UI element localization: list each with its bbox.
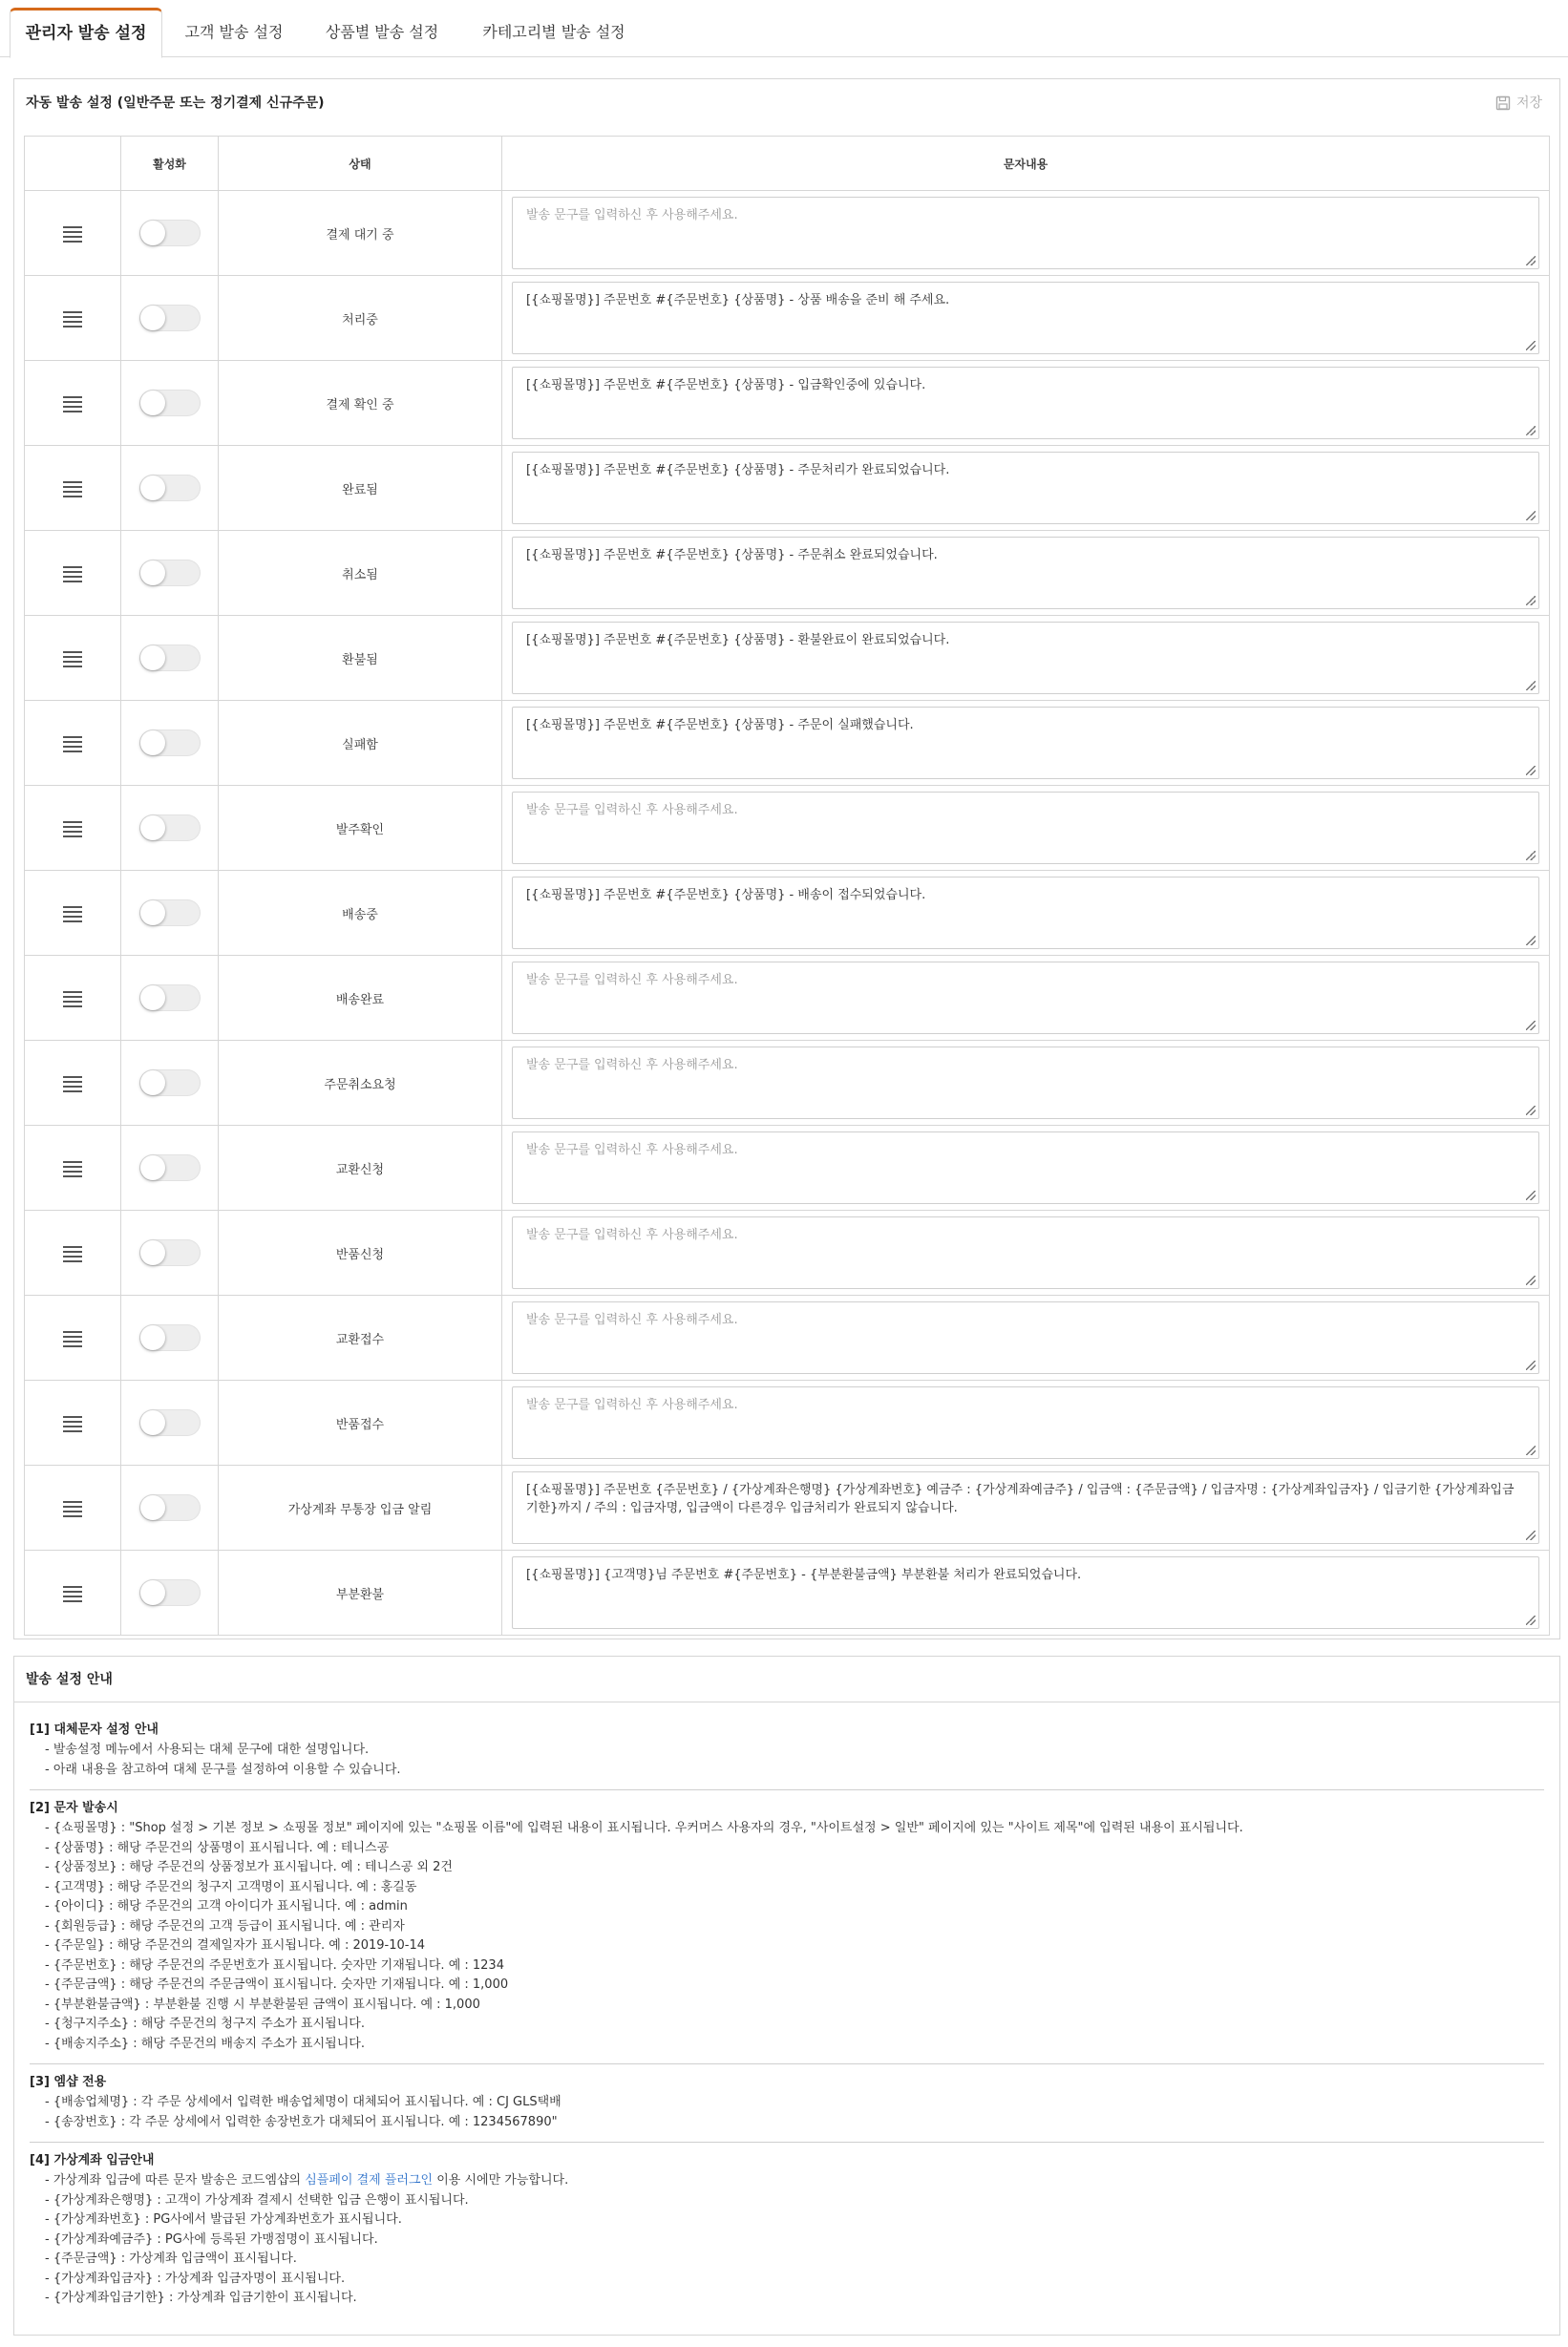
save-label: 저장: [1515, 95, 1542, 111]
message-cell: [502, 1211, 1550, 1296]
status-label: 배송완료: [219, 956, 502, 1041]
toggle-knob: [140, 391, 165, 415]
active-cell: [121, 446, 219, 531]
active-toggle[interactable]: [139, 729, 201, 756]
active-toggle[interactable]: [139, 1494, 201, 1521]
guide-line: - {가상계좌입금자} : 가상계좌 입금자명이 표시됩니다.: [45, 2271, 346, 2286]
status-label: 취소됨: [219, 531, 502, 616]
guide-line: [30, 2171, 1544, 2191]
guide-text: - 가상계좌 입금에 따른 문자 발송은 코드엠샵의: [45, 2173, 306, 2188]
message-textarea[interactable]: [{쇼핑몰명}] 주문번호 #{주문번호} {상품명} - 환불완료이 완료되었습니다.: [512, 622, 1539, 694]
guide-line: - {주문번호} : 해당 주문건의 주문번호가 표시됩니다. 숫자만 기재됩니다. 예 : 1234: [45, 1957, 504, 1973]
guide-line: - {배송지주소} : 해당 주문건의 배송지 주소가 표시됩니다.: [45, 2036, 365, 2051]
tab-category-send[interactable]: 카테고리별 발송 설정: [482, 23, 625, 41]
simplepay-plugin-link[interactable]: 심플페이 결제 플러그인: [305, 2173, 434, 2188]
table-header-row: [25, 137, 1550, 191]
message-cell: [502, 956, 1550, 1041]
message-cell: [502, 191, 1550, 276]
drag-cell: [25, 786, 121, 871]
guide-section: [30, 1712, 1544, 1790]
active-toggle[interactable]: [139, 984, 201, 1011]
message-textarea[interactable]: 발송 문구를 입력하신 후 사용해주세요.: [512, 792, 1539, 864]
message-cell: [502, 1041, 1550, 1126]
message-cell: [502, 1126, 1550, 1211]
guide-line: - 발송설정 메뉴에서 사용되는 대체 문구에 대한 설명입니다.: [45, 1743, 370, 1757]
message-textarea[interactable]: [{쇼핑몰명}] 주문번호 #{주문번호} {상품명} - 주문취소 완료되었습니다.: [512, 537, 1539, 609]
active-toggle[interactable]: [139, 1409, 201, 1436]
guide-line: - {가상계좌예금주} : PG사에 등록된 가맹점명이 표시됩니다.: [45, 2231, 378, 2247]
guide-title: 발송 설정 안내: [14, 1657, 1559, 1702]
status-label: 반품접수: [219, 1381, 502, 1466]
message-textarea[interactable]: 발송 문구를 입력하신 후 사용해주세요.: [512, 1216, 1539, 1289]
status-label: 교환신청: [219, 1126, 502, 1211]
guide-line: - {고객명} : 해당 주문건의 청구지 고객명이 표시됩니다. 예 : 홍길동: [45, 1879, 417, 1894]
message-textarea[interactable]: 발송 문구를 입력하신 후 사용해주세요.: [512, 1386, 1539, 1459]
active-toggle[interactable]: [139, 560, 201, 586]
message-cell: [502, 531, 1550, 616]
status-label: 가상계좌 무통장 입금 알림: [219, 1466, 502, 1551]
guide-line: - {부분환불금액} : 부분환불 진행 시 부분환불된 금액이 표시됩니다. 예 : 1,000: [45, 1997, 480, 2012]
table-body: [25, 191, 1550, 1636]
table-row: [25, 361, 1550, 446]
table-row: [25, 276, 1550, 361]
drag-cell: [25, 956, 121, 1041]
guide-section-title: [2] 문자 발송시: [30, 1801, 118, 1815]
status-label: 완료됨: [219, 446, 502, 531]
toggle-knob: [140, 1070, 165, 1095]
drag-cell: [25, 701, 121, 786]
status-message-table: [24, 136, 1550, 1636]
guide-line: - {가상계좌번호} : PG사에서 발급된 가상계좌번호가 표시됩니다.: [45, 2212, 402, 2227]
toggle-knob: [140, 476, 165, 500]
status-label: 환불됨: [219, 616, 502, 701]
tab-product-send[interactable]: 상품별 발송 설정: [325, 23, 439, 41]
drag-handle-icon[interactable]: [63, 566, 82, 581]
message-textarea[interactable]: 발송 문구를 입력하신 후 사용해주세요.: [512, 197, 1539, 269]
guide-line: - {가상계좌은행명} : 고객이 가상계좌 결제시 선택한 입금 은행이 표시됩니다.: [45, 2192, 469, 2208]
status-label: 교환접수: [219, 1296, 502, 1381]
active-cell: [121, 871, 219, 956]
toggle-knob: [140, 221, 165, 245]
table-row: [25, 616, 1550, 701]
drag-cell: [25, 446, 121, 531]
message-textarea[interactable]: [{쇼핑몰명}] {고객명}님 주문번호 #{주문번호} - {부분환불금액} 부분환불 처리가 완료되었습니다.: [512, 1556, 1539, 1629]
guide-line: - 아래 내용을 참고하여 대체 문구를 설정하여 이용할 수 있습니다.: [45, 1762, 401, 1777]
header-status: 상태: [219, 137, 502, 191]
toggle-knob: [140, 1155, 165, 1180]
guide-panel: [13, 1656, 1560, 2336]
active-toggle[interactable]: [139, 220, 201, 246]
table-row: [25, 1466, 1550, 1551]
message-cell: [502, 1466, 1550, 1551]
drag-handle-icon[interactable]: [63, 311, 82, 327]
drag-cell: [25, 1381, 121, 1466]
guide-line: - {상품정보} : 해당 주문건의 상품정보가 표시됩니다. 예 : 테니스공 외 2건: [45, 1860, 453, 1874]
message-textarea[interactable]: 발송 문구를 입력하신 후 사용해주세요.: [512, 962, 1539, 1034]
guide-section-title: [4] 가상계좌 입금안내: [30, 2153, 155, 2167]
drag-handle-icon[interactable]: [63, 1076, 82, 1091]
drag-handle-icon[interactable]: [63, 1586, 82, 1601]
guide-line: - {배송업체명} : 각 주문 상세에서 입력한 배송업체명이 대체되어 표시됩니다. 예 : CJ GLS택배: [45, 2095, 562, 2109]
message-cell: [502, 446, 1550, 531]
active-toggle[interactable]: [139, 475, 201, 501]
active-toggle[interactable]: [139, 305, 201, 331]
status-label: 반품신청: [219, 1211, 502, 1296]
status-label: 결제 대기 중: [219, 191, 502, 276]
message-cell: [502, 1551, 1550, 1636]
drag-handle-icon[interactable]: [63, 1246, 82, 1261]
active-cell: [121, 956, 219, 1041]
guide-line: - {청구지주소} : 해당 주문건의 청구지 주소가 표시됩니다.: [45, 2017, 365, 2031]
table-row: [25, 191, 1550, 276]
guide-line: - {주문금액} : 해당 주문건의 주문금액이 표시됩니다. 숫자만 기재됩니다. 예 : 1,000: [45, 1977, 509, 1992]
active-toggle[interactable]: [139, 814, 201, 841]
message-textarea[interactable]: [{쇼핑몰명}] 주문번호 #{주문번호} {상품명} - 주문이 실패했습니다.: [512, 707, 1539, 779]
tab-customer-send[interactable]: 고객 발송 설정: [184, 23, 284, 41]
table-row: [25, 446, 1550, 531]
toggle-knob: [140, 1580, 165, 1605]
guide-line: - {회원등급} : 해당 주문건의 고객 등급이 표시됩니다. 예 : 관리자: [45, 1918, 405, 1934]
header-active: 활성화: [121, 137, 219, 191]
status-label: 배송중: [219, 871, 502, 956]
drag-cell: [25, 1466, 121, 1551]
drag-handle-icon[interactable]: [63, 396, 82, 412]
table-row: [25, 786, 1550, 871]
active-cell: [121, 701, 219, 786]
toggle-knob: [140, 645, 165, 670]
drag-cell: [25, 276, 121, 361]
table-row: [25, 1296, 1550, 1381]
active-toggle[interactable]: [139, 390, 201, 416]
panel-title: 자동 발송 설정 (일반주문 또는 정기결제 신규주문): [26, 95, 325, 111]
drag-cell: [25, 871, 121, 956]
active-toggle[interactable]: [139, 899, 201, 926]
drag-handle-icon[interactable]: [63, 906, 82, 921]
guide-line: - {가상계좌입금기한} : 가상계좌 입금기한이 표시됩니다.: [45, 2291, 357, 2305]
guide-section: [30, 2064, 1544, 2143]
save-button[interactable]: [1490, 91, 1548, 116]
drag-cell: [25, 531, 121, 616]
guide-line: - {주문일} : 해당 주문건의 결제일자가 표시됩니다. 예 : 2019-10-14: [45, 1938, 426, 1953]
active-cell: [121, 191, 219, 276]
drag-cell: [25, 1551, 121, 1636]
message-cell: [502, 701, 1550, 786]
active-cell: [121, 1466, 219, 1551]
message-textarea[interactable]: 발송 문구를 입력하신 후 사용해주세요.: [512, 1301, 1539, 1374]
message-textarea[interactable]: [{쇼핑몰명}] 주문번호 #{주문번호} {상품명} - 입금확인중에 있습니다.: [512, 367, 1539, 439]
guide-section: [30, 2143, 1544, 2318]
header-message: 문자내용: [502, 137, 1550, 191]
drag-handle-icon[interactable]: [63, 1331, 82, 1346]
active-toggle[interactable]: [139, 645, 201, 671]
drag-cell: [25, 191, 121, 276]
drag-handle-icon[interactable]: [63, 991, 82, 1006]
toggle-knob: [140, 1325, 165, 1350]
message-cell: [502, 1381, 1550, 1466]
active-toggle[interactable]: [139, 1239, 201, 1266]
table-row: [25, 1381, 1550, 1466]
guide-section-title: [3] 엠샵 전용: [30, 2075, 107, 2089]
status-label: 발주확인: [219, 786, 502, 871]
active-toggle[interactable]: [139, 1579, 201, 1606]
toggle-knob: [140, 730, 165, 755]
message-cell: [502, 786, 1550, 871]
drag-cell: [25, 1296, 121, 1381]
table-row: [25, 1211, 1550, 1296]
guide-body: [14, 1702, 1559, 2330]
table-row: [25, 1551, 1550, 1636]
active-cell: [121, 1381, 219, 1466]
message-cell: [502, 276, 1550, 361]
message-textarea[interactable]: [{쇼핑몰명}] 주문번호 #{주문번호} {상품명} - 주문처리가 완료되었습니다.: [512, 452, 1539, 524]
message-textarea[interactable]: 발송 문구를 입력하신 후 사용해주세요.: [512, 1047, 1539, 1119]
table-row: [25, 871, 1550, 956]
status-label: 부분환불: [219, 1551, 502, 1636]
status-label: 실패함: [219, 701, 502, 786]
guide-text: 이용 시에만 가능합니다.: [433, 2173, 569, 2188]
toggle-knob: [140, 560, 165, 585]
drag-handle-icon[interactable]: [63, 821, 82, 836]
drag-handle-icon[interactable]: [63, 1161, 82, 1176]
guide-line: - {송장번호} : 각 주문 상세에서 입력한 송장번호가 대체되어 표시됩니다. 예 : 1234567890": [45, 2114, 558, 2129]
drag-cell: [25, 616, 121, 701]
active-cell: [121, 276, 219, 361]
message-cell: [502, 1296, 1550, 1381]
header-drag: [25, 137, 121, 191]
active-cell: [121, 1551, 219, 1636]
drag-cell: [25, 1126, 121, 1211]
active-cell: [121, 1211, 219, 1296]
drag-cell: [25, 1041, 121, 1126]
message-textarea[interactable]: 발송 문구를 입력하신 후 사용해주세요.: [512, 1131, 1539, 1204]
tab-bar: [0, 0, 1568, 57]
active-toggle[interactable]: [139, 1324, 201, 1351]
drag-handle-icon[interactable]: [63, 226, 82, 242]
message-cell: [502, 616, 1550, 701]
toggle-knob: [140, 306, 165, 330]
guide-line: - {쇼핑몰명} : "Shop 설정 > 기본 정보 > 쇼핑몰 정보" 페이지에 있는 "쇼핑몰 이름"에 입력된 내용이 표시됩니다. 우커머스 사용자의 경우, "사이트설정 > 일반" 페이지에 있는 "사이트 제목"에 입력된 내용이 표시됩니다.: [45, 1821, 1243, 1835]
tab-admin-send[interactable]: 관리자 발송 설정: [10, 8, 162, 58]
toggle-knob: [140, 900, 165, 925]
active-cell: [121, 361, 219, 446]
guide-section-title: [1] 대체문자 설정 안내: [30, 1723, 159, 1737]
active-cell: [121, 1126, 219, 1211]
table-row: [25, 1126, 1550, 1211]
toggle-knob: [140, 1495, 165, 1520]
drag-handle-icon[interactable]: [63, 1416, 82, 1431]
drag-cell: [25, 361, 121, 446]
table-row: [25, 701, 1550, 786]
status-label: 처리중: [219, 276, 502, 361]
drag-cell: [25, 1211, 121, 1296]
toggle-knob: [140, 1410, 165, 1435]
panel-header: [14, 79, 1559, 127]
active-cell: [121, 616, 219, 701]
drag-handle-icon[interactable]: [63, 736, 82, 751]
message-textarea[interactable]: [{쇼핑몰명}] 주문번호 #{주문번호} {상품명} - 상품 배송을 준비 해 주세요.: [512, 282, 1539, 354]
table-row: [25, 531, 1550, 616]
message-textarea[interactable]: [{쇼핑몰명}] 주문번호 {주문번호} / {가상계좌은행명} {가상계좌번호} 예금주 : {가상계좌예금주} / 입금액 : {주문금액} / 입금자명 : {가상계좌입금자} / 입금기한 {가상계좌입금기한}까지 / 주의 : 입금자명, 입금액이 다른경우 입금처리가 완료되지 않습니다.: [512, 1471, 1539, 1544]
message-textarea[interactable]: [{쇼핑몰명}] 주문번호 #{주문번호} {상품명} - 배송이 접수되었습니다.: [512, 877, 1539, 949]
floppy-disk-icon: [1495, 95, 1511, 111]
table-row: [25, 956, 1550, 1041]
drag-handle-icon[interactable]: [63, 651, 82, 666]
active-cell: [121, 1296, 219, 1381]
drag-handle-icon[interactable]: [63, 1501, 82, 1516]
toggle-knob: [140, 1240, 165, 1265]
status-label: 주문취소요청: [219, 1041, 502, 1126]
drag-handle-icon[interactable]: [63, 481, 82, 497]
guide-line: - {아이디} : 해당 주문건의 고객 아이디가 표시됩니다. 예 : admin: [45, 1899, 408, 1914]
guide-section: [30, 1790, 1544, 2064]
active-cell: [121, 531, 219, 616]
active-cell: [121, 1041, 219, 1126]
message-cell: [502, 871, 1550, 956]
active-cell: [121, 786, 219, 871]
toggle-knob: [140, 815, 165, 840]
table-row: [25, 1041, 1550, 1126]
status-label: 결제 확인 중: [219, 361, 502, 446]
message-cell: [502, 361, 1550, 446]
active-toggle[interactable]: [139, 1154, 201, 1181]
toggle-knob: [140, 985, 165, 1010]
guide-line: - {상품명} : 해당 주문건의 상품명이 표시됩니다. 예 : 테니스공: [45, 1840, 390, 1855]
active-toggle[interactable]: [139, 1069, 201, 1096]
guide-line: - {주문금액} : 가상계좌 입금액이 표시됩니다.: [45, 2252, 297, 2266]
auto-send-panel: [13, 78, 1560, 1639]
